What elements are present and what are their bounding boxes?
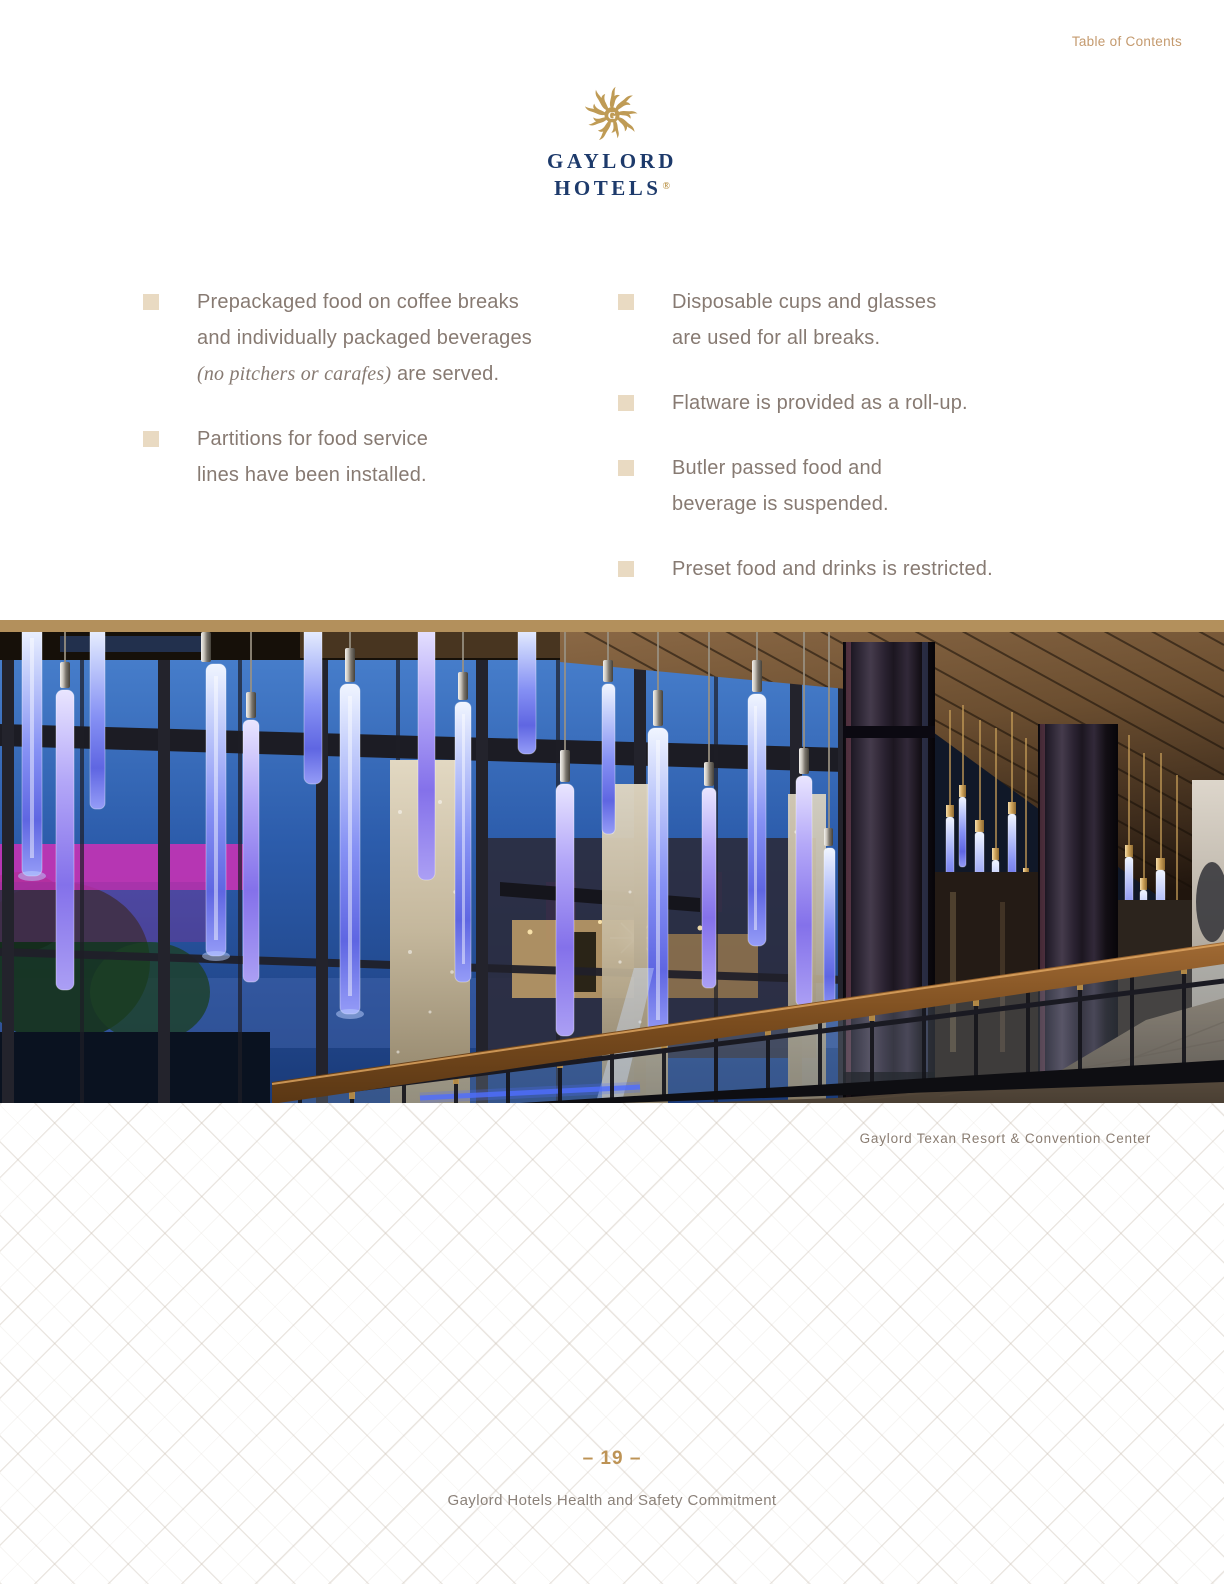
table-of-contents-link[interactable]: Table of Contents: [1071, 34, 1182, 49]
bullet-square-icon: [143, 431, 159, 447]
bullet-square-icon: [618, 294, 634, 310]
bullet-item: [143, 421, 603, 493]
page-number: – 19 –: [582, 1448, 642, 1469]
bullet-square-icon: [618, 395, 634, 411]
gold-divider-bar: [0, 620, 1224, 632]
bullet-text: [672, 385, 968, 421]
bullet-column-left: [143, 284, 603, 522]
gaylord-sun-icon: [585, 82, 639, 144]
bullet-line: (no pitchers or carafes) are served.: [197, 363, 500, 385]
bullet-line: Preset food and drinks is restricted.: [672, 558, 993, 580]
bullet-item: [618, 551, 1118, 587]
bullet-text: [197, 284, 532, 392]
bullet-line: Flatware is provided as a roll-up.: [672, 392, 968, 414]
bullet-item: [618, 284, 1118, 356]
bullet-item: [618, 450, 1118, 522]
bullet-text: [672, 450, 889, 522]
logo-wordmark-gaylord: GAYLORD: [547, 149, 677, 173]
bullet-text: [672, 284, 936, 356]
bullet-line: are used for all breaks.: [672, 327, 881, 349]
bullet-line: beverage is suspended.: [672, 493, 889, 515]
bullet-column-right: [618, 284, 1118, 616]
photo-caption: Gaylord Texan Resort & Convention Center: [859, 1131, 1151, 1146]
footer-text: Gaylord Hotels Health and Safety Commitment: [447, 1492, 777, 1509]
bullet-line: lines have been installed.: [197, 464, 427, 486]
bullet-item: [618, 385, 1118, 421]
bottom-pattern-background: [0, 1103, 1224, 1584]
hotel-photo: [0, 632, 1224, 1103]
bullet-square-icon: [618, 460, 634, 476]
bullet-line: Partitions for food service: [197, 428, 429, 450]
registered-mark: ®: [662, 181, 670, 192]
bullet-line: Butler passed food and: [672, 457, 883, 479]
bullet-line: and individually packaged beverages: [197, 327, 533, 349]
bullet-square-icon: [618, 561, 634, 577]
bullet-square-icon: [143, 294, 159, 310]
bullet-text: [672, 551, 993, 587]
bullet-line: Prepackaged food on coffee breaks: [197, 291, 520, 313]
bullet-text: [197, 421, 428, 493]
logo-wordmark-hotels: HOTELS®: [554, 176, 670, 200]
bullet-line: Disposable cups and glasses: [672, 291, 937, 313]
bullet-item: [143, 284, 603, 392]
gaylord-logo: [0, 82, 1224, 201]
svg-text:G: G: [607, 109, 617, 122]
